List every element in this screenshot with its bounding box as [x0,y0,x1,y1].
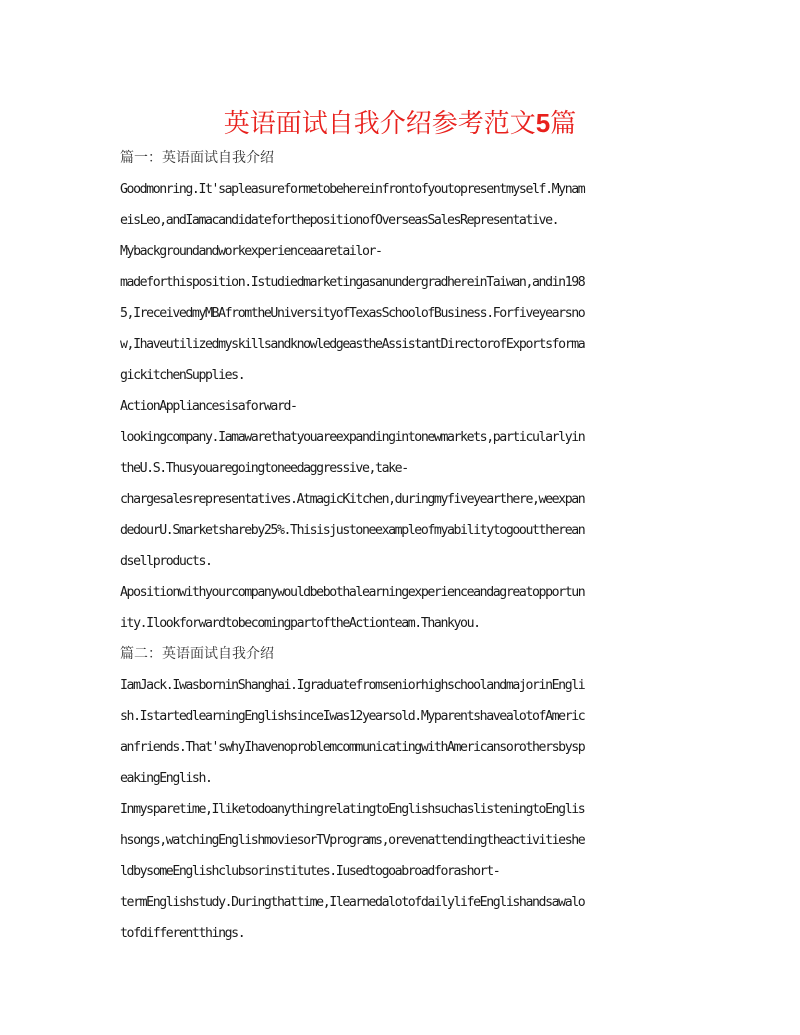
body-line: madeforthisposition.IstudiedmarketingasanundergradhereinTaiwan,andin198 [120,275,585,290]
section-heading: 篇二：英语面试自我介绍 [120,646,274,662]
body-line: ity.IlookforwardtobecomingpartoftheActionteam.Thankyou. [120,616,480,631]
body-line: ldbysomeEnglishclubsorinstitutes.Iusedtogoabroadforashort- [120,864,500,879]
title-text: 英语面试自我介绍参考范文 [223,109,536,139]
body-line: gickitchenSupplies. [120,368,245,383]
body-line: anfriends.That'swhyIhavenoproblemcommunicatingwithAmericansorothersbysp [120,740,585,755]
body-line: IamJack.IwasborninShanghai.IgraduatefromseniorhighschoolandmajorinEngli [120,678,585,693]
body-line: Inmysparetime,IliketodoanythingrelatingtoEnglishsuchaslisteningtoEnglis [120,802,585,817]
body-line: theU.S.Thusyouaregoingtoneedaggressive,take- [120,461,408,476]
title-number: 5 [535,108,551,138]
body-line: Mybackgroundandworkexperienceaaretailor- [120,244,382,259]
body-line: eisLeo,andIamacandidateforthepositionofOverseasSalesRepresentative. [120,213,559,228]
body-line: termEnglishstudy.Duringthattime,IlearnedalotofdailylifeEnglishandsawalo [120,895,585,910]
body-line: sh.IstartedlearningEnglishsinceIwas12yearsold.MyparentshavealotofAmeric [120,709,585,724]
body-line: Apositionwithyourcompanywouldbebothalearningexperienceandagreatopportun [120,585,585,600]
body-line: 5,IreceivedmyMBAfromtheUniversityofTexasSchoolofBusiness.Forfiveyearsno [120,306,585,321]
body-line: chargesalesrepresentatives.AtmagicKitchen,duringmyfiveyearthere,weexpan [120,492,585,507]
document-body [120,143,682,949]
body-line: ActionAppliancesisaforward- [120,399,297,414]
document-title [0,104,800,143]
body-line: lookingcompany.Iamawarethatyouareexpandingintonewmarkets,particularlyin [120,430,585,445]
section-heading: 篇一：英语面试自我介绍 [120,150,274,166]
body-line: dedourU.Smarketshareby25%.Thisisjustoneexampleofmyabilitytogoouttherean [120,523,585,538]
body-line: dsellproducts. [120,554,212,569]
body-line: eakingEnglish. [120,771,212,786]
body-line: Goodmonring.It'sapleasureformetobehereinfrontofyoutopresentmyself.Mynam [120,182,585,197]
body-line: hsongs,watchingEnglishmoviesorTVprograms,orevenattendingtheactivitieshe [120,833,585,848]
body-line: tofdifferentthings. [120,926,245,941]
body-line: w,IhaveutilizedmyskillsandknowledgeastheAssistantDirectorofExportsforma [120,337,585,352]
title-suffix: 篇 [550,109,577,139]
